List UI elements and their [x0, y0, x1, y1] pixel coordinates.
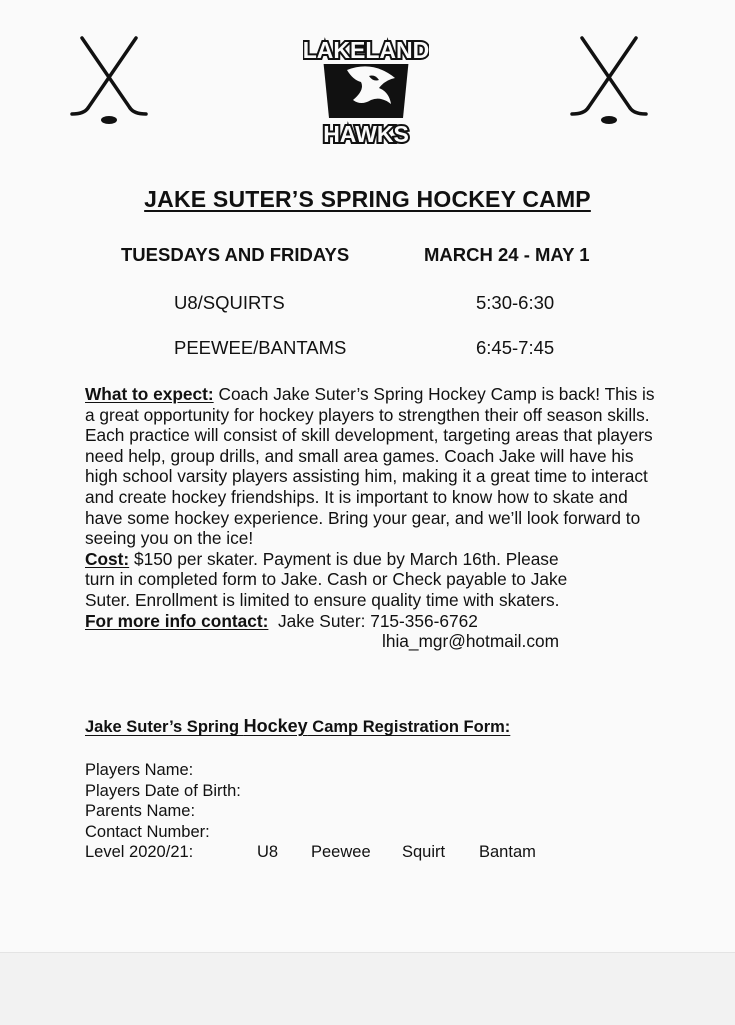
cost-paragraph [85, 549, 585, 611]
group-time: 5:30-6:30 [476, 292, 555, 313]
level-option: U8 [257, 843, 279, 862]
contact-email: lhia_mgr@hotmail.com [382, 631, 559, 652]
expect-text: Coach Jake Suter’s Spring Hockey Camp is back! This is a great opportunity for hockey players to strengthen their off season skills. Each practice will consist of skill development, targeting areas that players need help, group drills, and small area games. Coach Jake will have his high school varsity players assisting him, making it a great time to interact and create hockey friendships. It is important to know how to skate and have some hockey experience. Bring your gear, and we’ll look forward to seeing you on the ice! [85, 384, 655, 549]
registration-title [85, 716, 510, 737]
hockey-sticks-icon [566, 34, 652, 128]
logo-bottom-text: HAWKS [323, 121, 409, 147]
group-name: PEEWEE/BANTAMS [174, 337, 347, 358]
contact-label: For more info contact: [85, 610, 269, 631]
level-option: Bantam [479, 843, 536, 862]
cost-text: $150 per skater. Payment is due by March 16th. Please turn in completed form to Jake. Cash or Check payable to Jake Suter. Enrollment is limited to ensure quality time with skaters. [85, 548, 568, 610]
schedule-dates: MARCH 24 - MAY 1 [424, 244, 590, 265]
logo-top-text: LAKELAND [303, 37, 429, 63]
camp-details [85, 384, 665, 652]
paper-fold [0, 952, 735, 1025]
level-row [85, 842, 536, 863]
hockey-sticks-icon [66, 34, 152, 128]
registration-title-b: Hockey [243, 716, 308, 736]
group-name: U8/SQUIRTS [174, 292, 285, 313]
hawk-head-icon [303, 30, 429, 150]
level-option: Squirt [402, 843, 446, 862]
page-title: JAKE SUTER’S SPRING HOCKEY CAMP [144, 186, 591, 212]
cost-label: Cost: [85, 548, 130, 569]
form-field-label: Contact Number: [85, 822, 210, 841]
level-option: Peewee [311, 843, 371, 862]
group-time: 6:45-7:45 [476, 337, 555, 358]
expect-label: What to expect: [85, 384, 214, 404]
lakeland-hawks-logo [303, 30, 429, 150]
schedule-days: TUESDAYS AND FRIDAYS [121, 244, 350, 265]
registration-form [85, 760, 536, 863]
level-label: Level 2020/21: [85, 843, 194, 862]
form-field-label: Players Name: [85, 761, 194, 779]
expect-paragraph [85, 384, 665, 549]
registration-title-c: Camp Registration Form: [307, 718, 511, 736]
contact-paragraph [85, 611, 665, 652]
contact-phone: Jake Suter: 715-356-6762 [278, 610, 478, 631]
registration-title-a: Jake Suter’s Spring [85, 718, 244, 736]
form-field-label: Players Date of Birth: [85, 781, 241, 800]
form-field-label: Parents Name: [85, 802, 196, 821]
